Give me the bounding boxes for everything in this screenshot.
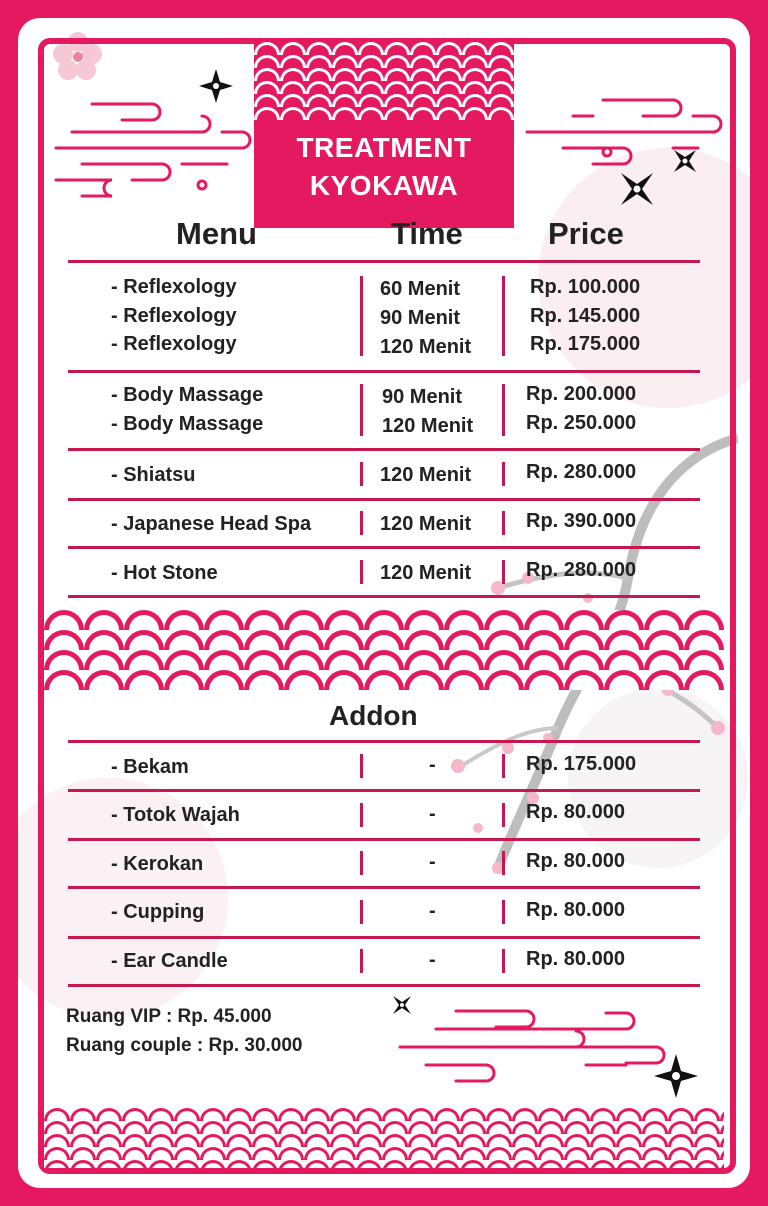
- menu-item-name: - Body Massage: [111, 384, 264, 406]
- column-separator: [360, 851, 363, 875]
- shuriken-star-icon: [614, 166, 660, 212]
- column-separator: [502, 851, 505, 875]
- menu-item-name: - Reflexology: [111, 333, 237, 355]
- menu-item-price: Rp. 390.000: [526, 510, 637, 532]
- addon-item-name: - Cupping: [111, 901, 205, 923]
- column-separator: [502, 462, 505, 486]
- addon-item-time: -: [429, 851, 436, 873]
- addon-item-time: -: [429, 900, 436, 922]
- title-line1: TREATMENT: [296, 132, 472, 163]
- column-separator: [360, 949, 363, 973]
- divider: [68, 260, 700, 263]
- menu-item-price: Rp. 100.000: [530, 276, 641, 298]
- menu-item-name: - Hot Stone: [111, 562, 218, 584]
- addon-item-name: - Bekam: [111, 756, 189, 778]
- cloud-bottom-decoration: [396, 1003, 676, 1093]
- divider: [68, 838, 700, 841]
- addon-item-time: -: [429, 949, 436, 971]
- menu-item-price: Rp. 175.000: [530, 333, 641, 355]
- column-separator: [360, 511, 363, 535]
- menu-item-name: - Reflexology: [111, 305, 237, 327]
- menu-item-name: - Japanese Head Spa: [111, 513, 312, 535]
- menu-card: [18, 18, 750, 1188]
- menu-item-price: Rp. 250.000: [526, 412, 637, 434]
- column-separator: [360, 276, 363, 356]
- title-line2: KYOKAWA: [309, 170, 459, 201]
- header-menu: Menu: [176, 216, 257, 251]
- sparkle-star-icon: [198, 68, 234, 104]
- column-separator: [360, 803, 363, 827]
- column-separator: [360, 462, 363, 486]
- menu-item-price: Rp. 200.000: [526, 383, 637, 405]
- scale-pattern-top: [254, 42, 514, 122]
- menu-item-price: Rp. 145.000: [530, 305, 641, 327]
- column-separator: [502, 803, 505, 827]
- addon-item-price: Rp. 80.000: [526, 801, 625, 823]
- menu-item-name: - Reflexology: [111, 276, 237, 298]
- addon-item-time: -: [429, 754, 436, 776]
- addon-item-price: Rp. 175.000: [526, 753, 637, 775]
- menu-item-time: 90 Menit: [382, 386, 463, 408]
- addon-heading: Addon: [329, 700, 418, 731]
- room-couple-price: Ruang couple : Rp. 30.000: [66, 1035, 303, 1056]
- divider: [68, 546, 700, 549]
- divider: [68, 595, 700, 598]
- menu-item-time: 120 Menit: [380, 562, 472, 584]
- divider: [68, 498, 700, 501]
- shuriken-star-small-icon: [670, 146, 700, 176]
- divider: [68, 789, 700, 792]
- addon-item-name: - Ear Candle: [111, 950, 228, 972]
- divider: [68, 448, 700, 451]
- column-separator: [360, 384, 363, 436]
- column-separator: [502, 511, 505, 535]
- menu-item-time: 120 Menit: [382, 415, 474, 437]
- divider: [68, 740, 700, 743]
- divider: [68, 886, 700, 889]
- cloud-left-decoration: [52, 90, 262, 200]
- column-separator: [502, 384, 505, 436]
- column-separator: [502, 560, 505, 584]
- addon-item-price: Rp. 80.000: [526, 899, 625, 921]
- menu-item-price: Rp. 280.000: [526, 461, 637, 483]
- addon-item-name: - Kerokan: [111, 853, 204, 875]
- column-separator: [502, 900, 505, 924]
- room-vip-price: Ruang VIP : Rp. 45.000: [66, 1006, 272, 1027]
- scale-pattern-bottom: [44, 1108, 724, 1168]
- column-separator: [502, 754, 505, 778]
- column-separator: [360, 754, 363, 778]
- column-separator: [502, 276, 505, 356]
- menu-item-time: 90 Menit: [380, 307, 461, 329]
- scale-pattern-band: [44, 610, 724, 690]
- addon-item-time: -: [429, 803, 436, 825]
- column-separator: [502, 949, 505, 973]
- menu-item-time: 120 Menit: [380, 336, 472, 358]
- header-time: Time: [391, 216, 463, 251]
- divider: [68, 370, 700, 373]
- menu-item-name: - Shiatsu: [111, 464, 196, 486]
- menu-item-time: 120 Menit: [380, 513, 472, 535]
- header-price: Price: [548, 216, 624, 251]
- divider: [68, 936, 700, 939]
- column-separator: [360, 560, 363, 584]
- menu-item-time: 120 Menit: [380, 464, 472, 486]
- column-separator: [360, 900, 363, 924]
- menu-item-price: Rp. 280.000: [526, 559, 637, 581]
- title-banner: [254, 120, 514, 228]
- addon-item-name: - Totok Wajah: [111, 804, 240, 826]
- menu-item-time: 60 Menit: [380, 278, 461, 300]
- addon-item-price: Rp. 80.000: [526, 850, 625, 872]
- addon-item-price: Rp. 80.000: [526, 948, 625, 970]
- menu-item-name: - Body Massage: [111, 413, 264, 435]
- divider: [68, 984, 700, 987]
